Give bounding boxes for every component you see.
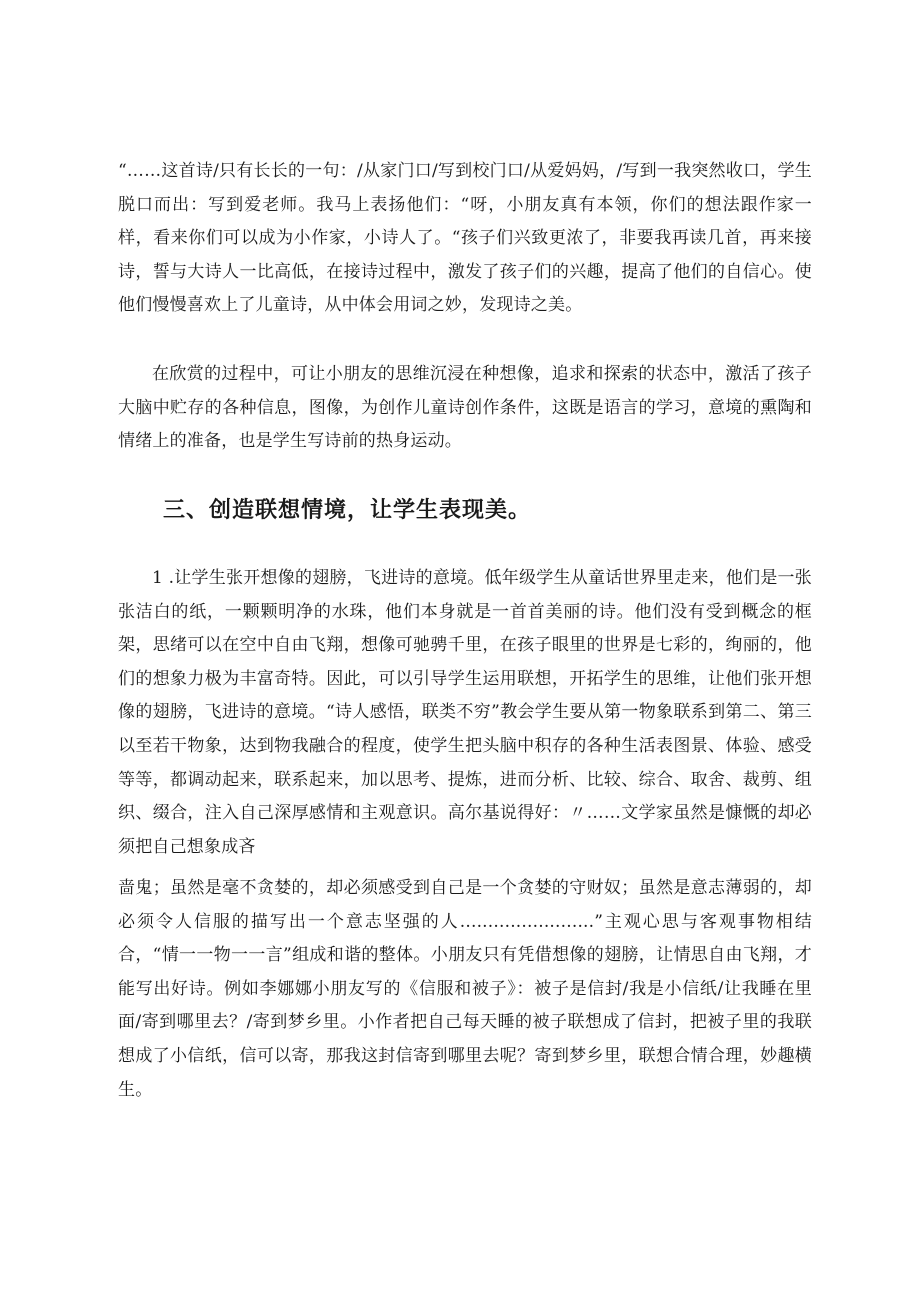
section-heading: 三、创造联想情境，让学生表现美。: [163, 497, 532, 523]
paragraph-example-poem: 啬鬼；虽然是毫不贪婪的，却必须感受到自己是一个贪婪的守财奴；虽然是意志薄弱的，却必须令人信服的描写出一个意志坚强的人........................”主观心思与客观事物相结合，“情一一物一一言”组成和谐的整体。小朋友只有凭借想像的翅膀，让情思自由飞翔，才能写出好诗。例如李娜娜小朋友写的《信服和被子》：被子是信封/我是小信纸/让我睡在里面/寄到哪里去？/寄到梦乡里。小作者把自己每天睡的被子联想成了信封，把被子里的我联想成了小信纸，信可以寄，那我这封信寄到哪里去呢？寄到梦乡里，联想合情合理，妙趣横生。: [118, 878, 812, 1100]
paragraph-appreciation: 在欣赏的过程中，可让小朋友的思维沉浸在种想像，追求和探索的状态中，激活了孩子大脑中贮存的各种信息，图像，为创作儿童诗创作条件，这既是语言的学习，意境的熏陶和情绪上的准备，也是学生写诗前的热身运动。: [118, 364, 812, 451]
paragraph-poem-continuation: “……这首诗/只有长长的一句：/从家门口/写到校门口/从爱妈妈，/写到一我突然收口，学生脱口而出：写到爱老师。我马上表扬他们：“呀，小朋友真有本领，你们的想法跟作家一样，看来你们可以成为小作家，小诗人了。“孩子们兴致更浓了，非要我再读几首，再来接诗，誓与大诗人一比高低，在接诗过程中，激发了孩子们的兴趣，提高了他们的自信心。使他们慢慢喜欢上了儿童诗，从中体会用词之妙，发现诗之美。: [118, 161, 812, 315]
paragraph-imagination: 1 .让学生张开想像的翅膀，飞进诗的意境。低年级学生从童话世界里走来，他们是一张张洁白的纸，一颗颗明净的水珠，他们本身就是一首首美丽的诗。他们没有受到概念的框架，思绪可以在空中自由飞翔，想像可驰骋千里，在孩子眼里的世界是七彩的，绚丽的，他们的想象力极为丰富奇特。因此，可以引导学生运用联想，开拓学生的思维，让他们张开想像的翅膀，飞进诗的意境。“诗人感悟，联类不穷”教会学生要从第一物象联系到第二、第三以至若干物象，达到物我融合的程度，使学生把头脑中积存的各种生活表图景、体验、感受等等，都调动起来，联系起来，加以思考、提炼，进而分析、比较、综合、取舍、裁剪、组织、缀合，注入自己深厚感情和主观意识。高尔基说得好：〃……文学家虽然是慷慨的却必须把自己想象成吝: [118, 568, 812, 857]
